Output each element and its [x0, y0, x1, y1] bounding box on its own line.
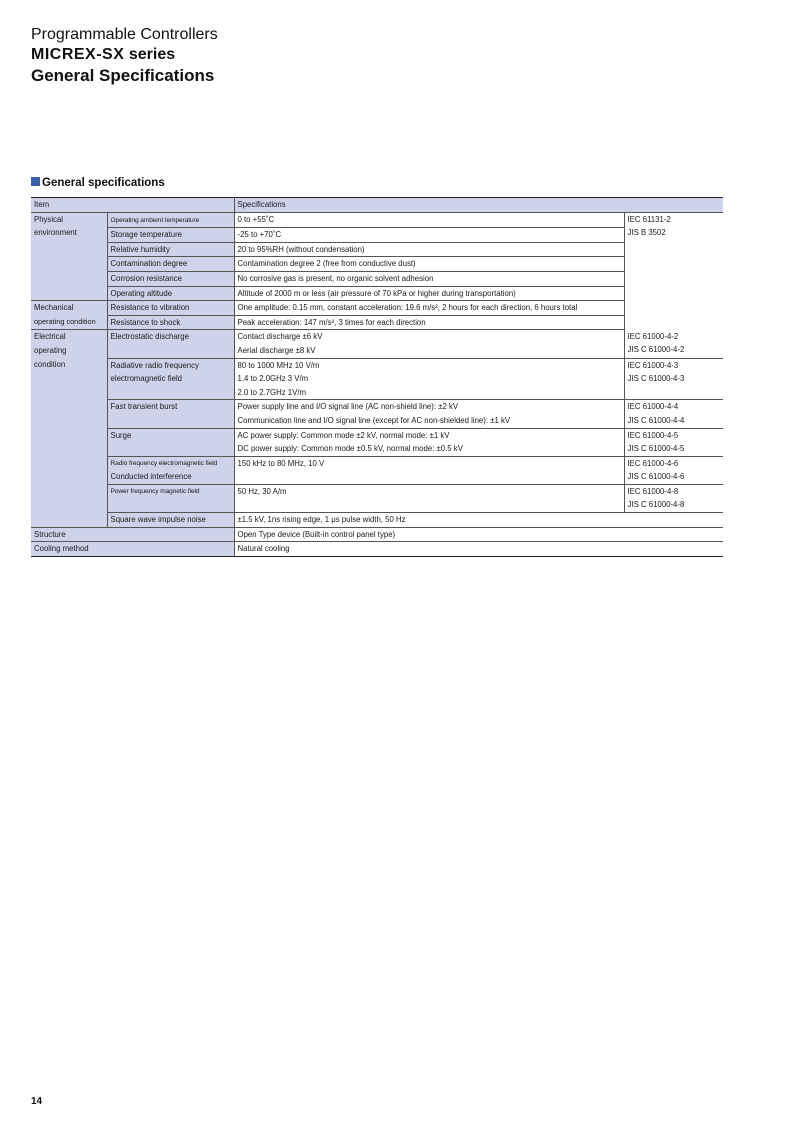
table-row	[31, 242, 723, 257]
spec-value: Altitude of 2000 m or less (air pressure of 70 kPa or higher during transportation)	[234, 286, 624, 301]
group-physical-environment: Physical environment	[31, 212, 107, 301]
item-structure: Structure	[31, 527, 234, 542]
table-row	[31, 400, 723, 428]
group-mechanical-operating-condition: Mechanical operating condition	[31, 301, 107, 330]
item-label: Operating altitude	[107, 286, 234, 301]
item-label: Resistance to vibration	[107, 301, 234, 316]
standard-ref: IEC 61131-2 JIS B 3502	[624, 212, 723, 330]
item-label: Corrosion resistance	[107, 271, 234, 286]
item-label: Storage temperature	[107, 228, 234, 243]
item-label: Operating ambient temperature	[107, 212, 234, 228]
table-row	[31, 428, 723, 456]
col-header-specifications: Specifications	[234, 198, 723, 213]
spec-value: No corrosive gas is present, no organic solvent adhesion	[234, 271, 624, 286]
spec-value: Natural cooling	[234, 542, 723, 557]
section-heading-text: General specifications	[42, 177, 165, 189]
spec-value: -25 to +70˚C	[234, 228, 624, 243]
standard-ref: IEC 61000-4-2 JIS C 61000-4-2	[624, 330, 723, 358]
item-label: Fast transient burst	[107, 400, 234, 428]
spec-value: ±1.5 kV, 1ns rising edge, 1 μs pulse width, 50 Hz	[234, 513, 723, 528]
table-row	[31, 228, 723, 243]
spec-value: 0 to +55˚C	[234, 212, 624, 228]
item-cooling-method: Cooling method	[31, 542, 234, 557]
item-label: Power frequency magnetic field	[107, 484, 234, 512]
page-number: 14	[31, 1096, 43, 1107]
item-label: Radiative radio frequency electromagnetic field	[107, 358, 234, 400]
series-label: series	[124, 46, 176, 63]
item-label: Electrostatic discharge	[107, 330, 234, 358]
spec-value: Open Type device (Built-in control panel type)	[234, 527, 723, 542]
item-label: Relative humidity	[107, 242, 234, 257]
page-title: General Specifications	[31, 66, 215, 85]
table-row	[31, 358, 723, 400]
spec-value: One amplitude: 0.15 mm, constant acceleration: 19.6 m/s², 2 hours for each direction, 6 hours total	[234, 301, 624, 316]
section-heading	[31, 177, 165, 189]
table-row	[31, 212, 723, 228]
table-header-row	[31, 198, 723, 213]
spec-value: 80 to 1000 MHz 10 V/m 1.4 to 2.0GHz 3 V/m 2.0 to 2.7GHz 1V/m	[234, 358, 624, 400]
spec-value: 50 Hz, 30 A/m	[234, 484, 624, 512]
doc-category: Programmable Controllers	[31, 26, 218, 43]
general-specifications-table	[31, 197, 723, 557]
standard-ref: IEC 61000-4-8 JIS C 61000-4-8	[624, 484, 723, 512]
table-row	[31, 456, 723, 484]
item-label: Resistance to shock	[107, 315, 234, 330]
table-row	[31, 271, 723, 286]
table-row	[31, 257, 723, 272]
spec-value: Power supply line and I/O signal line (AC non-shield line): ±2 kV Communication line and I/O signal line (except for AC non-shielded line): ±1 kV	[234, 400, 624, 428]
table-row	[31, 286, 723, 301]
table-row	[31, 301, 723, 316]
item-label: Surge	[107, 428, 234, 456]
table-row	[31, 330, 723, 358]
standard-ref: IEC 61000-4-3 JIS C 61000-4-3	[624, 358, 723, 400]
table-row	[31, 542, 723, 557]
item-label: Radio frequency electromagnetic field Conducted interference	[107, 456, 234, 484]
standard-ref: IEC 61000-4-5 JIS C 61000-4-5	[624, 428, 723, 456]
table-row	[31, 484, 723, 512]
spec-value: 20 to 95%RH (without condensation)	[234, 242, 624, 257]
brand-logo-text: MICREX-SX	[31, 46, 125, 63]
spec-value: Peak acceleration: 147 m/s², 3 times for each direction	[234, 315, 624, 330]
square-bullet-icon	[31, 177, 40, 186]
spec-value: Contamination degree 2 (free from conductive dust)	[234, 257, 624, 272]
table-row	[31, 513, 723, 528]
standard-ref: IEC 61000-4-6 JIS C 61000-4-6	[624, 456, 723, 484]
standard-ref: IEC 61000-4-4 JIS C 61000-4-4	[624, 400, 723, 428]
product-series	[31, 46, 175, 64]
col-header-item: Item	[31, 198, 234, 213]
spec-value: AC power supply: Common mode ±2 kV, normal mode: ±1 kV DC power supply: Common mode ±0.5 kV, normal mode: ±0.5 kV	[234, 428, 624, 456]
item-label: Contamination degree	[107, 257, 234, 272]
item-label: Square wave impulse noise	[107, 513, 234, 528]
group-electrical-operating-condition: Electrical operating condition	[31, 330, 107, 527]
table-row	[31, 527, 723, 542]
spec-value: Contact discharge ±6 kV Aerial discharge ±8 kV	[234, 330, 624, 358]
table-row	[31, 315, 723, 330]
spec-value: 150 kHz to 80 MHz, 10 V	[234, 456, 624, 484]
